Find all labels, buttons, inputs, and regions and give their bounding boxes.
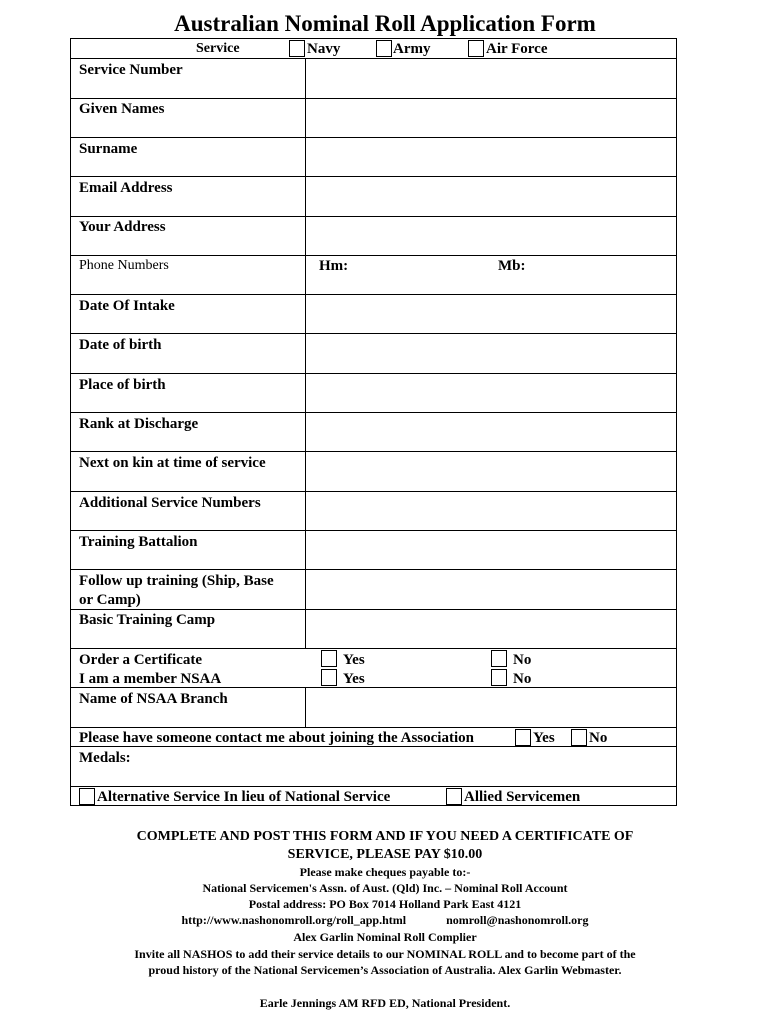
- allied-servicemen-label: Allied Servicemen: [464, 789, 581, 805]
- phone-mobile-label: Mb:: [498, 258, 526, 274]
- application-form: [70, 38, 677, 806]
- footer-line-2: SERVICE, PLEASE PAY $10.00: [287, 847, 483, 862]
- rank-at-discharge-label: Rank at Discharge: [79, 416, 199, 432]
- service-number-label: Service Number: [79, 62, 183, 78]
- alternative-service-checkbox[interactable]: [79, 788, 95, 805]
- footer-line-1: COMPLETE AND POST THIS FORM AND IF YOU NEED A CERTIFICATE OF: [136, 829, 634, 844]
- footer-contact-line: [0, 913, 770, 928]
- contact-yes-label: Yes: [533, 730, 555, 746]
- footer-url-link[interactable]: http://www.nashonomroll.org/roll_app.html: [181, 913, 407, 927]
- allied-servicemen-checkbox[interactable]: [446, 788, 462, 805]
- footer-line-5: Postal address: PO Box 7014 Holland Park East 4121: [248, 897, 522, 911]
- army-checkbox[interactable]: [376, 40, 392, 57]
- member-yes-checkbox[interactable]: [321, 669, 337, 686]
- basic-training-camp-input[interactable]: [307, 610, 677, 647]
- phone-numbers-label: Phone Numbers: [79, 258, 169, 273]
- footer-line-7: Alex Garlin Nominal Roll Complier: [293, 930, 477, 944]
- date-of-intake-input[interactable]: [307, 295, 677, 332]
- training-battalion-label: Training Battalion: [79, 534, 198, 550]
- certificate-no-label: No: [513, 652, 532, 668]
- order-certificate-label: Order a Certificate: [79, 652, 202, 668]
- follow-up-training-input[interactable]: [307, 570, 677, 608]
- additional-service-numbers-input[interactable]: [307, 492, 677, 529]
- army-label: Army: [393, 41, 431, 57]
- surname-label: Surname: [79, 141, 138, 157]
- follow-up-training-label: Follow up training (Ship, Base: [79, 573, 274, 589]
- your-address-label: Your Address: [79, 219, 166, 235]
- date-of-birth-input[interactable]: [307, 334, 677, 372]
- footer-line-9: proud history of the National Servicemen’s Association of Australia. Alex Garlin Webmaster.: [148, 963, 622, 977]
- certificate-yes-label: Yes: [343, 652, 365, 668]
- contact-association-label: Please have someone contact me about joining the Association: [79, 730, 474, 746]
- surname-input[interactable]: [307, 138, 677, 175]
- rank-at-discharge-input[interactable]: [307, 413, 677, 450]
- air-force-checkbox[interactable]: [468, 40, 484, 57]
- footer-line-3: Please make cheques payable to:-: [299, 865, 471, 879]
- follow-up-training-label-cont: or Camp): [79, 592, 141, 608]
- service-label: Service: [196, 41, 240, 56]
- nsaa-branch-label: Name of NSAA Branch: [79, 691, 228, 707]
- training-battalion-input[interactable]: [307, 531, 677, 568]
- service-number-input[interactable]: [307, 59, 677, 97]
- email-address-label: Email Address: [79, 180, 173, 196]
- member-no-checkbox[interactable]: [491, 669, 507, 686]
- footer-line-4: National Servicemen's Assn. of Aust. (Qld) Inc. – Nominal Roll Account: [202, 881, 568, 895]
- footer-line-10: Earle Jennings AM RFD ED, National President.: [259, 996, 511, 1010]
- navy-checkbox[interactable]: [289, 40, 305, 57]
- member-no-label: No: [513, 671, 532, 687]
- next-of-kin-label: Next on kin at time of service: [79, 455, 266, 471]
- contact-no-checkbox[interactable]: [571, 729, 587, 746]
- page-title: Australian Nominal Roll Application Form: [174, 11, 596, 36]
- date-of-birth-label: Date of birth: [79, 337, 162, 353]
- navy-label: Navy: [307, 41, 341, 57]
- certificate-no-checkbox[interactable]: [491, 650, 507, 667]
- place-of-birth-label: Place of birth: [79, 377, 166, 393]
- member-nsaa-label: I am a member NSAA: [79, 671, 222, 687]
- footer-line-8: Invite all NASHOS to add their service details to our NOMINAL ROLL and to become part of the: [134, 947, 636, 961]
- member-yes-label: Yes: [343, 671, 365, 687]
- footer-email-link[interactable]: nomroll@nashonomroll.org: [446, 913, 589, 927]
- certificate-yes-checkbox[interactable]: [321, 650, 337, 667]
- phone-home-input[interactable]: [351, 256, 491, 293]
- next-of-kin-input[interactable]: [307, 452, 677, 490]
- medals-input[interactable]: [141, 747, 677, 785]
- place-of-birth-input[interactable]: [307, 374, 677, 411]
- given-names-input[interactable]: [307, 99, 677, 136]
- contact-no-label: No: [589, 730, 608, 746]
- phone-mobile-input[interactable]: [529, 256, 677, 293]
- additional-service-numbers-label: Additional Service Numbers: [79, 495, 261, 511]
- air-force-label: Air Force: [486, 41, 548, 57]
- your-address-input[interactable]: [307, 217, 677, 254]
- email-address-input[interactable]: [307, 177, 677, 215]
- date-of-intake-label: Date Of Intake: [79, 298, 175, 314]
- medals-label: Medals:: [79, 750, 131, 766]
- alternative-service-label: Alternative Service In lieu of National Service: [97, 789, 391, 805]
- phone-home-label: Hm:: [319, 258, 349, 274]
- contact-yes-checkbox[interactable]: [515, 729, 531, 746]
- nsaa-branch-input[interactable]: [307, 688, 677, 726]
- basic-training-camp-label: Basic Training Camp: [79, 612, 216, 628]
- given-names-label: Given Names: [79, 101, 165, 117]
